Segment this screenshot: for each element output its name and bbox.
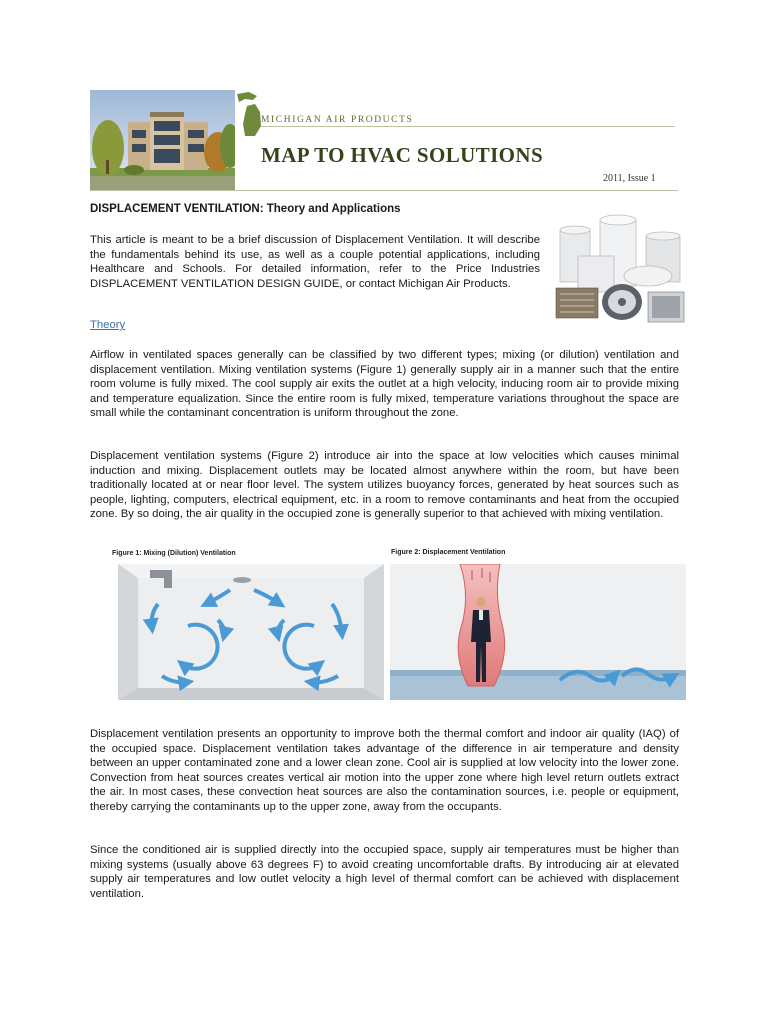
building-illustration bbox=[90, 90, 235, 190]
body-paragraph: Since the conditioned air is supplied directly into the occupied space, supply air temperatures must be higher than mixing systems (usually above 63 degrees F) to avoid creating uncomfortable drafts. By introducing air at elevated supply air temperatures and low outlet velocity a high level of thermal comfort can be achieved with displacement ventilation. bbox=[90, 844, 679, 900]
figure-1-caption: Figure 1: Mixing (Dilution) Ventilation bbox=[112, 550, 236, 557]
figure-1-mixing-ventilation bbox=[118, 564, 384, 700]
intro-paragraph: This article is meant to be a brief discussion of Displacement Ventilation. It will describe the fundamentals behind its use, as well as a couple potential applications, including Healthcare and Schools. For detailed information, refer to the Price Industries DISPLACEMENT VENTILATION DESIGN GUIDE, or contact Michigan Air Products. bbox=[90, 234, 540, 290]
newsletter-title: MAP TO HVAC SOLUTIONS bbox=[261, 143, 544, 167]
figure-2-displacement-ventilation bbox=[390, 564, 686, 700]
article-headline: DISPLACEMENT VENTILATION: Theory and Applications bbox=[90, 203, 401, 215]
body-paragraph: Displacement ventilation presents an opportunity to improve both the thermal comfort and indoor air quality (IAQ) of the occupied space. Displacement ventilation takes advantage of the difference in air temperature and density between an upper contaminated zone and a lower clean zone. Cool air is supplied at low velocity into the lower zone. Convection from heat sources creates vertical air motion into the upper zone where high level return outlets extract the air. In most cases, these convection heat sources are also the contamination sources, i.e. people or equipment, thereby carrying the contaminants up to the upper zone, away from the occupants. bbox=[90, 728, 679, 813]
figure-2-caption: Figure 2: Displacement Ventilation bbox=[391, 549, 506, 556]
office-building-photo bbox=[90, 90, 235, 190]
body-paragraph: Airflow in ventilated spaces generally can be classified by two different types; mixing (or dilution) ventilation and displacement ventilation. Mixing ventilation systems (Figure 1) generally supply air in a manner such that the entire room volume is fully mixed. The cool supply air exits the outlet at a high velocity, inducing room air to provide mixing and temperature equalization. Since the entire room is fully mixed, temperature variations throughout the space are small while the contaminant concentration is uniform throughout the zone. bbox=[90, 349, 679, 420]
diffuser-products-photo bbox=[552, 210, 692, 332]
body-paragraph: Displacement ventilation systems (Figure 2) introduce air into the space at low velocities which causes minimal induction and mixing. Displacement outlets may be located almost anywhere within the room, but have been traditionally located at or near floor level. The system utilizes buoyancy forces, generated by heat sources such as people, lighting, computers, electrical equipment, etc. in a room to remove contaminants and heat from the occupied zone. By so doing, the air quality in the occupied zone is generally superior to that achieved with mixing ventilation. bbox=[90, 450, 679, 521]
brand-divider bbox=[261, 126, 675, 127]
issue-label: 2011, Issue 1 bbox=[603, 173, 656, 184]
banner-masthead bbox=[235, 90, 678, 190]
theory-heading-link[interactable]: Theory bbox=[90, 319, 126, 331]
brand-name: MICHIGAN AIR PRODUCTS bbox=[261, 115, 414, 125]
newsletter-banner bbox=[90, 90, 678, 191]
